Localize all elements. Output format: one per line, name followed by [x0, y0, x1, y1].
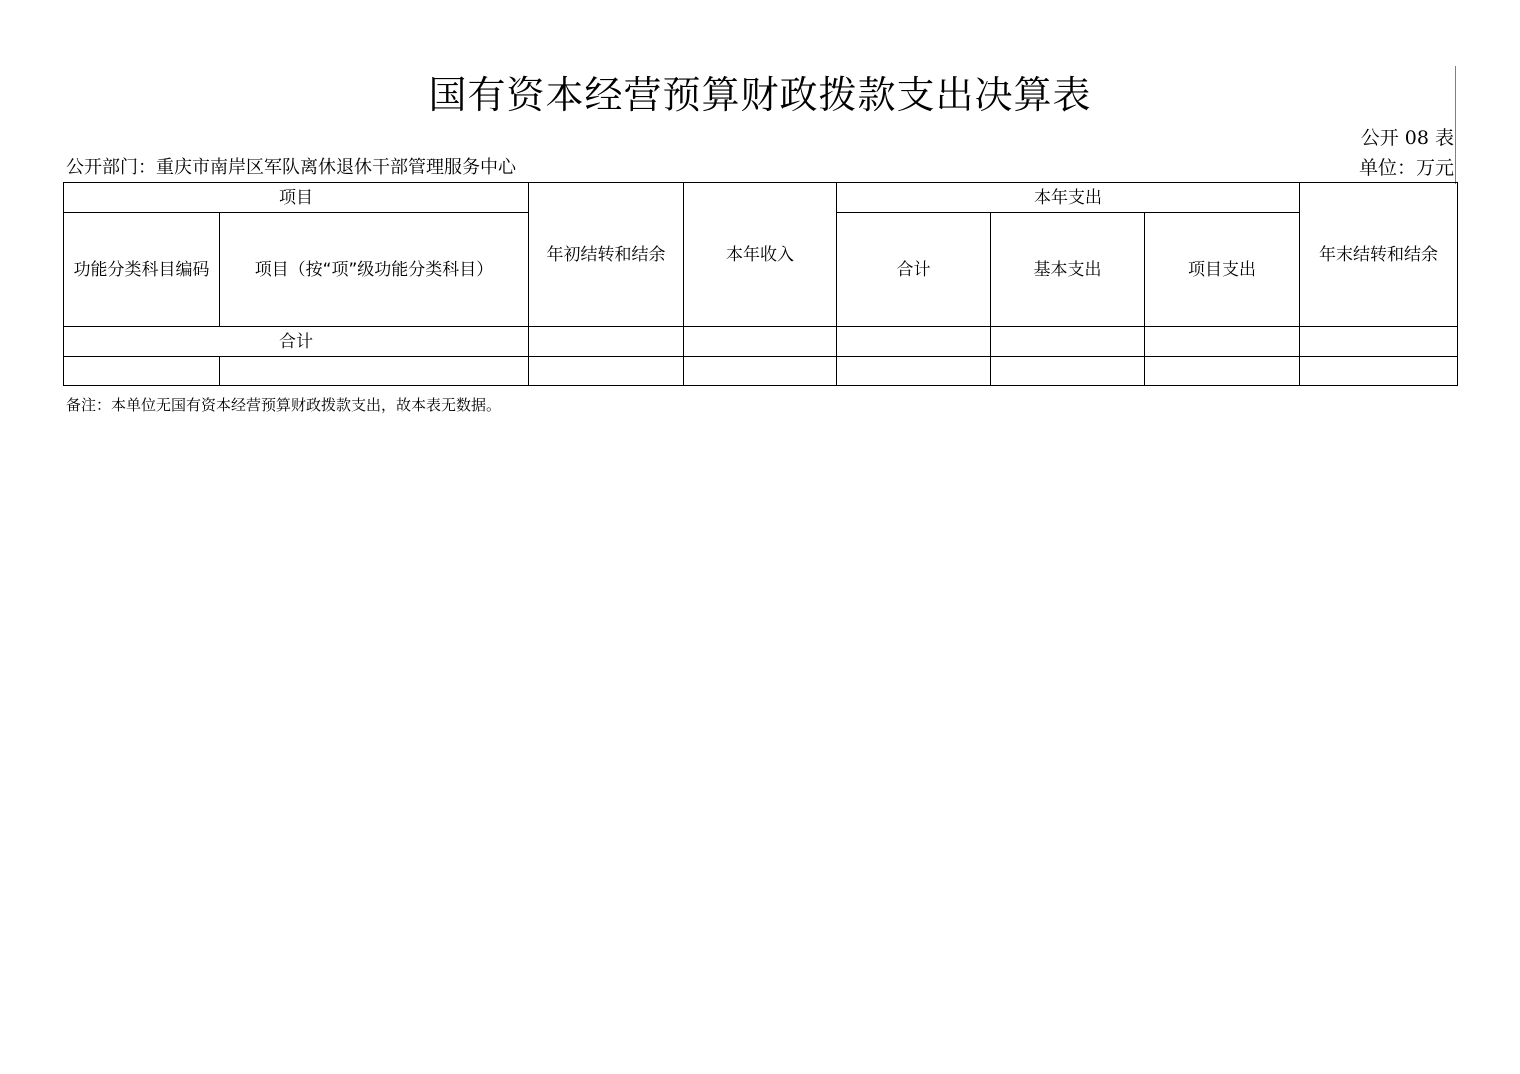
row-project-expense — [1145, 357, 1300, 386]
row-closing-balance — [1300, 357, 1458, 386]
row-current-income — [684, 357, 837, 386]
total-row — [64, 327, 1458, 357]
header-current-income: 本年收入 — [684, 183, 837, 327]
total-closing-balance — [1300, 327, 1458, 357]
table-row — [64, 357, 1458, 386]
header-opening-balance: 年初结转和结余 — [529, 183, 684, 327]
header-closing-balance: 年末结转和结余 — [1300, 183, 1458, 327]
row-project-item — [220, 357, 529, 386]
total-row-label: 合计 — [64, 327, 529, 357]
header-basic-expense: 基本支出 — [991, 213, 1145, 327]
total-project-expense — [1145, 327, 1300, 357]
document-title: 国有资本经营预算财政拨款支出决算表 — [428, 73, 1092, 117]
header-current-expense-group: 本年支出 — [837, 183, 1300, 213]
header-row-1 — [64, 183, 1458, 213]
row-expense-total — [837, 357, 991, 386]
header-project-item: 项目（按“项”级功能分类科目） — [220, 213, 529, 327]
header-project-expense: 项目支出 — [1145, 213, 1300, 327]
header-func-code: 功能分类科目编码 — [64, 213, 220, 327]
expenditure-table — [63, 182, 1458, 386]
form-number: 公开 08 表 — [1360, 127, 1454, 149]
header-project-group: 项目 — [64, 183, 529, 213]
total-current-income — [684, 327, 837, 357]
total-basic-expense — [991, 327, 1145, 357]
department-label: 公开部门：重庆市南岸区军队离休退休干部管理服务中心 — [66, 157, 516, 178]
row-basic-expense — [991, 357, 1145, 386]
total-opening-balance — [529, 327, 684, 357]
table-note: 备注：本单位无国有资本经营预算财政拨款支出，故本表无数据。 — [66, 396, 502, 414]
total-expense-total — [837, 327, 991, 357]
row-opening-balance — [529, 357, 684, 386]
unit-label: 单位：万元 — [1358, 157, 1454, 179]
row-func-code — [64, 357, 220, 386]
header-expense-total: 合计 — [837, 213, 991, 327]
